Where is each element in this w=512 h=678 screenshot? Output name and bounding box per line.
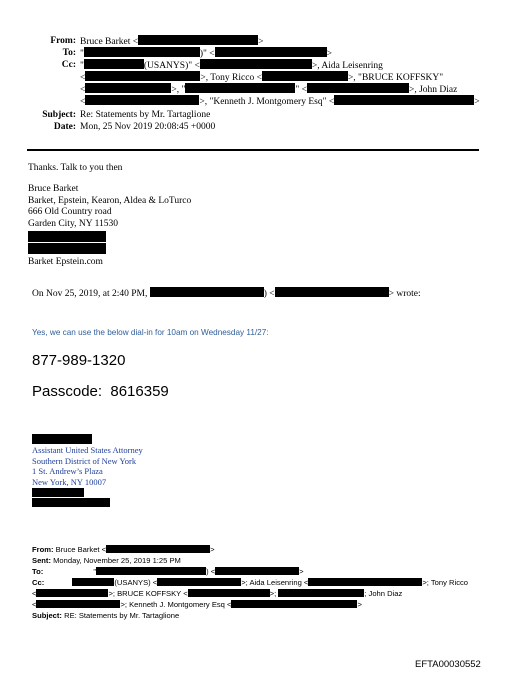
redaction xyxy=(188,589,270,597)
redaction xyxy=(85,95,199,105)
date-value: Mon, 25 Nov 2019 20:08:45 +0000 xyxy=(80,122,216,132)
redaction xyxy=(334,95,474,105)
redaction xyxy=(32,434,92,444)
redaction xyxy=(278,589,364,597)
to-label: To: xyxy=(62,48,76,58)
signature-name: Bruce Barket xyxy=(28,184,79,194)
fwd-from: From: Bruce Barket < > xyxy=(32,545,215,554)
fwd-cc-1: Cc: (USANYS) < >; Aida Leisenring < >; Tony Ricco xyxy=(32,578,469,587)
date-label: Date: xyxy=(53,122,76,132)
subject-label: Subject: xyxy=(42,110,76,120)
redaction xyxy=(72,578,114,586)
dial-in-number: 877-989-1320 xyxy=(32,352,126,369)
signature-address-2: Garden City, NY 11530 xyxy=(28,218,118,229)
cc-line-2: < >, Tony Ricco < >, "BRUCE KOFFSKY" xyxy=(80,73,444,83)
fwd-to: To: " ) < > xyxy=(32,567,304,576)
redaction xyxy=(85,83,171,93)
redaction xyxy=(157,578,241,586)
dial-in-intro: Yes, we can use the below dial-in for 10am on Wednesday 11/27: xyxy=(32,328,269,337)
redaction xyxy=(32,488,84,497)
redaction xyxy=(215,47,327,57)
quote-attribution: On Nov 25, 2019, at 2:40 PM, ) < > wrote: xyxy=(32,289,421,299)
redaction xyxy=(262,71,348,81)
fwd-sent: Sent: Monday, November 25, 2019 1:25 PM xyxy=(32,556,181,565)
redaction xyxy=(150,287,264,297)
bates-number: EFTA00030552 xyxy=(415,659,481,670)
header-divider xyxy=(27,149,479,151)
fwd-cc-3: < >; Kenneth J. Montgomery Esq < > xyxy=(32,600,362,609)
redaction xyxy=(200,59,312,69)
ausa-signature xyxy=(32,445,143,487)
signature-firm: Barket, Epstein, Kearon, Aldea & LoTurco xyxy=(28,195,192,206)
dial-in-passcode: Passcode: 8616359 xyxy=(32,383,169,400)
ausa-street: 1 St. Andrew’s Plaza xyxy=(32,466,103,476)
redaction xyxy=(307,83,409,93)
cc-label: Cc: xyxy=(61,60,76,70)
redaction xyxy=(36,589,108,597)
from-value: Bruce Barket < > xyxy=(80,37,264,47)
cc-line-3: < >, " " < >, John Diaz xyxy=(80,85,458,95)
redaction xyxy=(275,287,389,297)
signature-website: Barket Epstein.com xyxy=(28,257,103,267)
redaction xyxy=(84,59,144,69)
redaction xyxy=(36,600,120,608)
redaction xyxy=(231,600,357,608)
subject-value: Re: Statements by Mr. Tartaglione xyxy=(80,110,211,120)
cc-line-1: " (USANYS)" < >, Aida Leisenring xyxy=(80,61,383,71)
redaction xyxy=(28,231,106,242)
redaction xyxy=(28,243,106,254)
ausa-title: Assistant United States Attorney xyxy=(32,445,143,455)
reply-text: Thanks. Talk to you then xyxy=(28,163,123,173)
redaction xyxy=(308,578,422,586)
redaction xyxy=(32,498,110,507)
cc-line-4: < >, "Kenneth J. Montgomery Esq" < > xyxy=(80,97,480,107)
signature-block xyxy=(28,184,348,230)
from-label: From: xyxy=(50,36,76,46)
ausa-city: New York, NY 10007 xyxy=(32,476,107,487)
fwd-cc-2: < >; BRUCE KOFFSKY < >; ; John Diaz xyxy=(32,589,403,598)
redaction xyxy=(185,83,295,93)
redaction xyxy=(96,567,206,575)
redaction xyxy=(85,71,200,81)
redaction xyxy=(138,35,258,45)
redaction xyxy=(106,545,210,553)
redaction xyxy=(84,47,200,57)
signature-address-1: 666 Old Country road xyxy=(28,207,112,217)
redaction xyxy=(215,567,299,575)
fwd-subject: Subject: RE: Statements by Mr. Tartaglione xyxy=(32,611,180,620)
to-value: " )" < > xyxy=(80,49,333,59)
ausa-office: Southern District of New York xyxy=(32,455,137,466)
